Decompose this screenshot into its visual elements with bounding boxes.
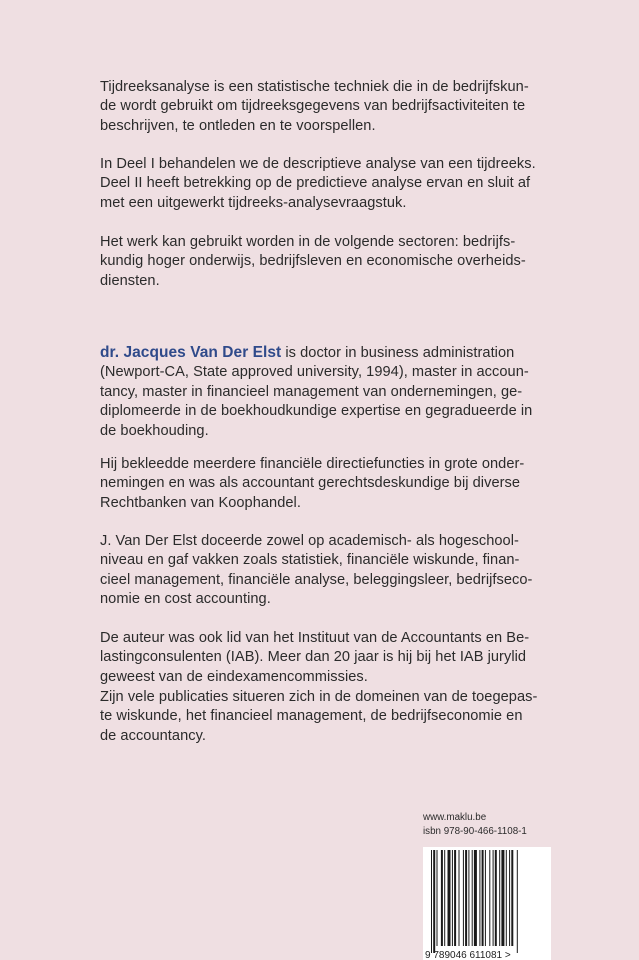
intro-paragraph-1: Tijdreeksanalyse is een statistische techniek die in de bedrijfskun- de wordt gebruikt om tijdreeksgegevens van bedrijfsactiviteiten te beschrijven, te ontleden en te voorspellen. — [100, 79, 529, 134]
barcode — [423, 847, 551, 960]
author-name: dr. Jacques Van Der Elst — [100, 344, 282, 361]
author-bio-text: is doctor in business administration (Newport-CA, State approved university, 1994), master in accoun- tancy, master in financieel management van ondernemingen, ge- diplomeerde in de boekhoudkundige expertise en gegradueerde in de boekhouding. — [100, 345, 533, 439]
author-bio-paragraph-2: Hij bekleedde meerdere financiële directiefuncties in grote onder- nemingen en was als accountant gerechtsdeskundige bij diverse Rechtbanken van Koophandel. — [100, 456, 525, 511]
isbn-number: isbn 978-90-466-1108-1 — [423, 826, 527, 837]
author-bio-paragraph-4: De auteur was ook lid van het Instituut van de Accountants en Be- lastingconsulenten (IAB). Meer dan 20 jaar is hij bij het IAB jurylid geweest van de eindexamencommissies. — [100, 630, 530, 685]
author-bio-paragraph-1 — [100, 343, 550, 441]
publisher-info — [423, 811, 563, 839]
author-bio-paragraph-5: Zijn vele publicaties situeren zich in de domeinen van de toegepas- te wiskunde, het financieel management, de bedrijfseconomie en de accountancy. — [100, 689, 538, 744]
publisher-website: www.maklu.be — [423, 812, 487, 823]
intro-paragraph-3: Het werk kan gebruikt worden in de volgende sectoren: bedrijfs- kundig hoger onderwijs, bedrijfsleven en economische overheids- diensten. — [100, 234, 526, 289]
barcode-digit-labels — [423, 847, 551, 960]
intro-paragraph-2: In Deel I behandelen we de descriptieve analyse van een tijdreeks. Deel II heeft betrekking op de predictieve analyse ervan en sluit af met een uitgewerkt tijdreeks-analysevraagstuk. — [100, 156, 536, 211]
author-bio-paragraph-3: J. Van Der Elst doceerde zowel op academisch- als hogeschool- niveau en gaf vakken zoals statistiek, financiële wiskunde, finan- cieel management, financiële analyse, beleggingsleer, bedrijfseco- nomie en cost accounting. — [100, 533, 533, 608]
barcode-digits: 9 789046 611081 > — [425, 950, 511, 960]
